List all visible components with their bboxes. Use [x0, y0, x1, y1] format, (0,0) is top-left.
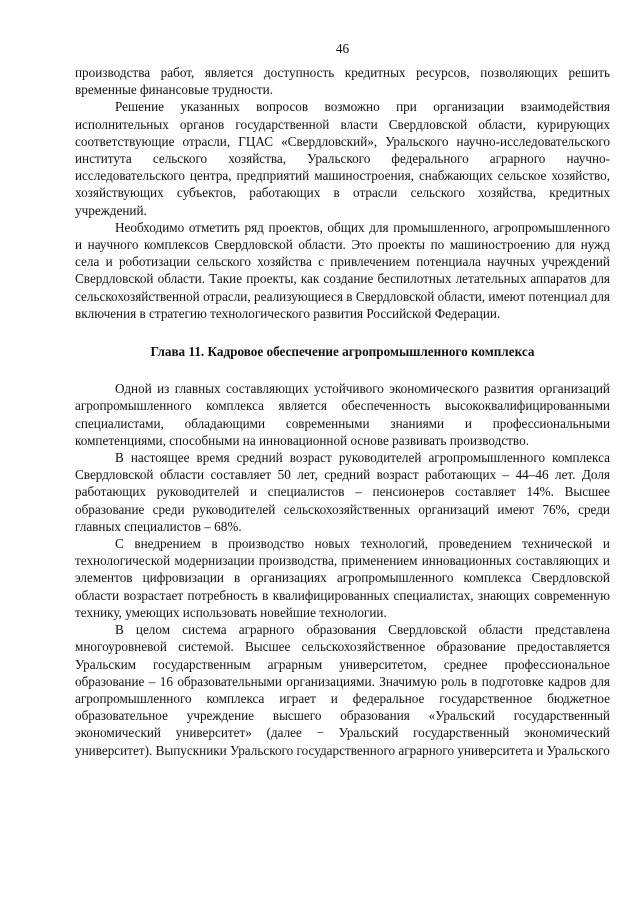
- paragraph-staffing-intro: Одной из главных составляющих устойчивого экономического развития организаций агропромышленного комплекса является обеспеченность высококвалифицированными специалистами, обладающими современными знаниями и профессиональными компетенциями, способными на инновационной основе развивать производство.: [75, 381, 610, 448]
- paragraph-joint-projects: Необходимо отметить ряд проектов, общих для промышленного, агропромышленного и научного комплексов Свердловской области. Это проекты по машиностроению для нужд села и роботизации сельского хозяйства с привлечением потенциала научных учреждений Свердловской области. Такие проекты, как создание беспилотных летательных аппаратов для сельскохозяйственной отрасли, реализующиеся в Свердловской области, имеют потенциал для включения в стратегию технологического развития Российской Федерации.: [75, 219, 610, 321]
- page-number: 46: [335, 41, 350, 56]
- paragraph-modernization: С внедрением в производство новых технологий, проведением технической и технологической модернизации производства, применением инновационных составляющих и элементов цифровизации в организациях агропромышленного комплекса Свердловской области возрастает потребность в квалифицированных специалистах, знающих современную технику, умеющих использовать новейшие технологии.: [75, 536, 610, 620]
- paragraph-continuation: производства работ, является доступность кредитных ресурсов, позволяющих решить временные финансовые трудности.: [75, 65, 610, 98]
- paragraph-education-system: В целом система аграрного образования Свердловской области представлена многоуровневой системой. Высшее сельскохозяйственное образование предоставляется Уральским государственным аграрным университетом, среднее профессиональное образование – 16 образовательными организациями. Значимую роль в подготовке кадров для агропромышленного комплекса играет и федеральное государственное бюджетное образовательное учреждение высшего образования «Уральский государственный экономический университет» (далее − Уральский государственный экономический университет). Выпускники Уральского государственного аграрного университета и Уральского: [75, 622, 610, 758]
- chapter-heading: Глава 11. Кадровое обеспечение агропромышленного комплекса: [150, 344, 535, 360]
- paragraph-age-statistics: В настоящее время средний возраст руководителей агропромышленного комплекса Свердловской области составляет 50 лет, средний возраст работающих – 44–46 лет. Доля работающих руководителей и специалистов – пенсионеров составляет 14%. Высшее образование среди руководителей сельскохозяйственных организаций имеют 76%, среди главных специалистов – 68%.: [75, 450, 610, 534]
- paragraph-cooperation: Решение указанных вопросов возможно при организации взаимодействия исполнительных органов государственной власти Свердловской области, курирующих соответствующие отрасли, ГЦАС «Свердловский», Уральского научно-исследовательского института сельского хозяйства, Уральского федерального аграрного научно-исследовательского центра, предприятий машиностроения, снабжающих сельское хозяйство, хозяйствующих субъектов, работающих в отрасли сельского хозяйства, кредитных учреждений.: [75, 99, 610, 218]
